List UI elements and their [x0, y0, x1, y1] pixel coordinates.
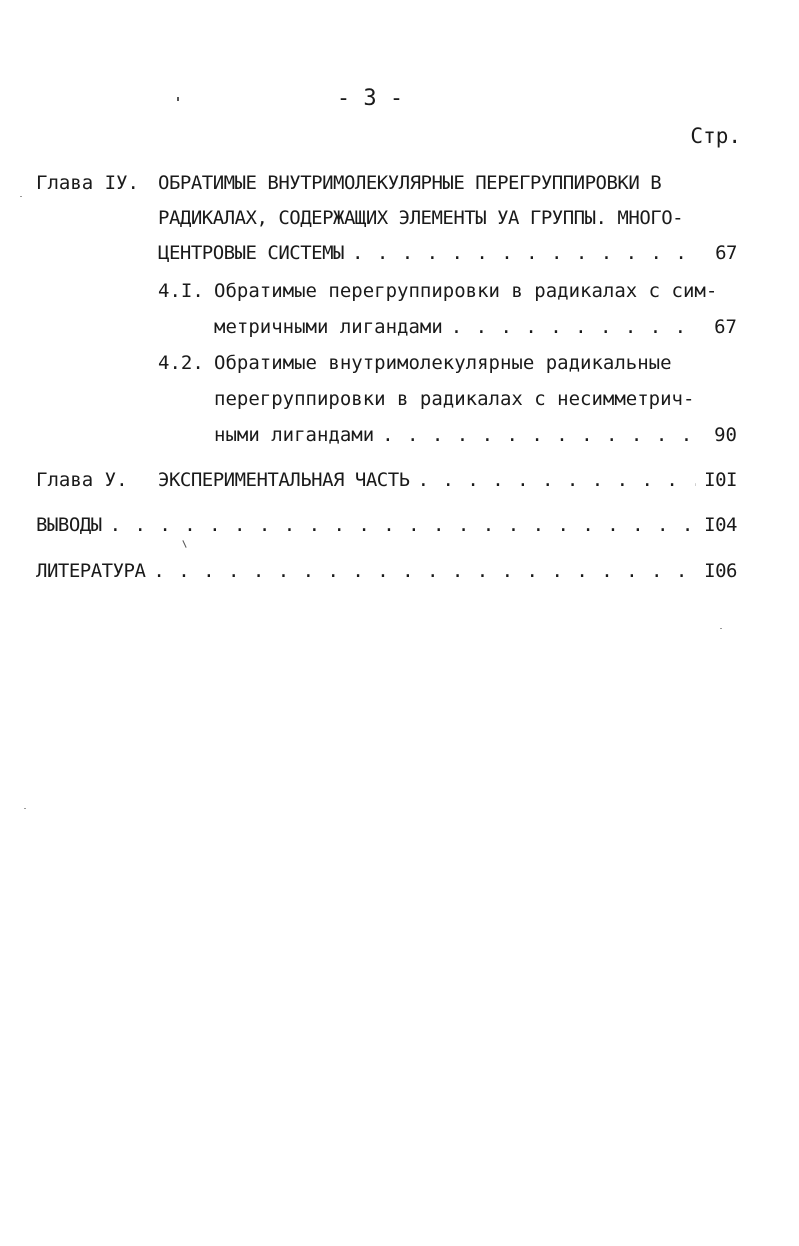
- scan-speck: [20, 196, 22, 197]
- dot-leader: [382, 420, 699, 450]
- conclusions-entry: [36, 510, 737, 540]
- scan-speck: [177, 97, 179, 101]
- literature-page: I06: [704, 560, 737, 582]
- section-4-1-page: 67: [714, 316, 737, 338]
- chapter-5-page: I0I: [704, 469, 737, 491]
- dot-leader: [110, 510, 697, 540]
- section-4-1-line-1: Обратимые перегруппировки в радикалах с сим-: [214, 280, 718, 302]
- chapter-5-entry: [158, 465, 737, 495]
- section-4-2-line-1: Обратимые внутримолекулярные радикальные: [214, 352, 672, 374]
- chapter-4-title-line-1: ОБРАТИМЫЕ ВНУТРИМОЛЕКУЛЯРНЫЕ ПЕРЕГРУППИРОВКИ В: [158, 172, 662, 194]
- chapter-4-title-line-2: РАДИКАЛАХ, СОДЕРЖАЩИХ ЭЛЕМЕНТЫ УА ГРУППЫ. МНОГО-: [158, 207, 684, 229]
- scan-speck: [720, 628, 722, 629]
- scan-speck: [24, 808, 26, 809]
- section-4-1-line-2: [214, 312, 737, 342]
- chapter-4-label: Глава IУ.: [36, 172, 139, 194]
- chapter-5-label: Глава У.: [36, 469, 128, 491]
- chapter-5-title: ЭКСПЕРИМЕНТАЛЬНАЯ ЧАСТЬ: [158, 469, 410, 491]
- chapter-4-title-end: ЦЕНТРОВЫЕ СИСТЕМЫ: [158, 242, 344, 264]
- conclusions-title: ВЫВОДЫ: [36, 514, 102, 536]
- section-4-1-title-end: метричными лигандами: [214, 316, 443, 338]
- section-4-1-number: 4.I.: [158, 280, 204, 302]
- dot-leader: [352, 238, 699, 268]
- chapter-4-page: 67: [715, 242, 737, 264]
- section-4-2-line-3: [214, 420, 737, 450]
- literature-entry: [36, 556, 737, 586]
- section-4-2-title-end: ными лигандами: [214, 424, 375, 446]
- chapter-4-title-line-3: [158, 238, 737, 268]
- page-column-header: Стр.: [690, 124, 741, 148]
- literature-title: ЛИТЕРАТУРА: [36, 560, 146, 582]
- dot-leader: [418, 465, 697, 495]
- dot-leader: [153, 556, 696, 586]
- dot-leader: [451, 312, 699, 342]
- section-4-2-page: 90: [714, 424, 737, 446]
- section-4-2-line-2: перегруппировки в радикалах с несимметрич-: [214, 388, 695, 410]
- page-number: - 3 -: [336, 86, 404, 111]
- scan-speck: [182, 540, 186, 548]
- conclusions-page: I04: [704, 514, 737, 536]
- section-4-2-number: 4.2.: [158, 352, 204, 374]
